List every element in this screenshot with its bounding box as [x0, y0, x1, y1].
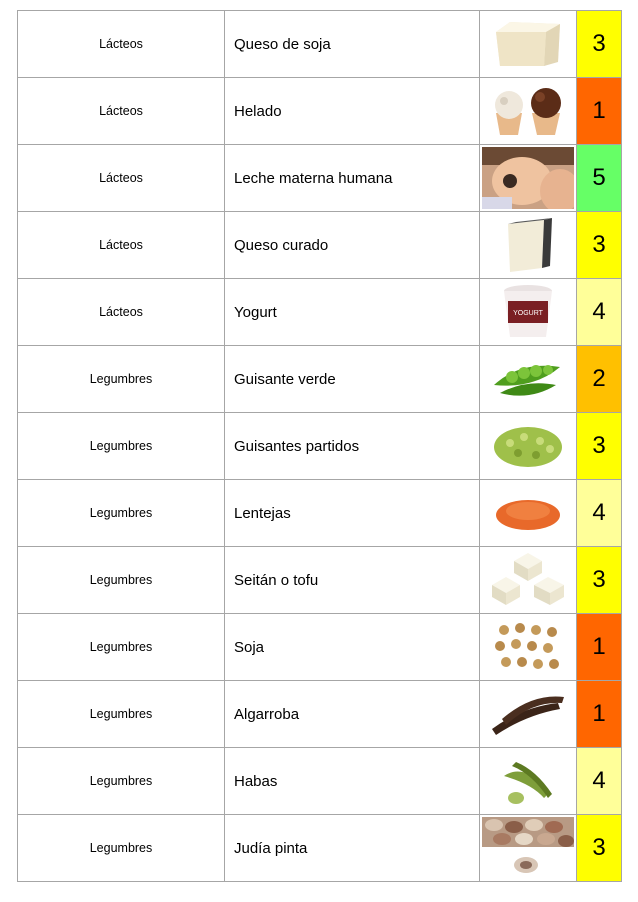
category-cell: Legumbres [18, 547, 225, 614]
food-name-cell: Soja [225, 614, 480, 681]
food-image-cell [480, 681, 577, 748]
food-score-table [17, 10, 622, 882]
score-cell: 1 [577, 681, 622, 748]
score-cell: 3 [577, 815, 622, 882]
score-cell: 3 [577, 413, 622, 480]
food-image-cell [480, 346, 577, 413]
ice-cream-icon [488, 83, 568, 139]
food-image-cell [480, 145, 577, 212]
category-cell: Legumbres [18, 681, 225, 748]
table-row [18, 279, 622, 346]
food-name-cell: Guisante verde [225, 346, 480, 413]
food-name-cell: Helado [225, 78, 480, 145]
yogurt-cup-icon [500, 283, 556, 341]
food-name-cell: Lentejas [225, 480, 480, 547]
table-row [18, 346, 622, 413]
score-cell: 3 [577, 547, 622, 614]
food-image-cell [480, 279, 577, 346]
table-row [18, 614, 622, 681]
score-cell: 4 [577, 748, 622, 815]
food-name-cell: Habas [225, 748, 480, 815]
table-row [18, 145, 622, 212]
score-cell: 1 [577, 78, 622, 145]
table-row [18, 212, 622, 279]
food-name-cell: Guisantes partidos [225, 413, 480, 480]
table-row [18, 681, 622, 748]
score-cell: 3 [577, 212, 622, 279]
soy-cheese-icon [490, 18, 566, 70]
green-pea-pod-icon [490, 355, 566, 403]
lentils-icon [493, 493, 563, 533]
food-image-cell [480, 815, 577, 882]
cured-cheese-icon [498, 216, 558, 274]
table-row [18, 11, 622, 78]
food-image-cell [480, 78, 577, 145]
carob-pods-icon [488, 689, 568, 739]
tofu-cubes-icon [488, 551, 568, 609]
category-cell: Legumbres [18, 346, 225, 413]
table-row [18, 748, 622, 815]
split-peas-icon [490, 421, 566, 471]
score-cell: 5 [577, 145, 622, 212]
food-image-cell [480, 748, 577, 815]
score-cell: 4 [577, 480, 622, 547]
broad-beans-icon [498, 754, 558, 808]
table-row [18, 815, 622, 882]
table-row [18, 413, 622, 480]
food-name-cell: Leche materna humana [225, 145, 480, 212]
food-name-cell: Seitán o tofu [225, 547, 480, 614]
score-cell: 2 [577, 346, 622, 413]
score-cell: 3 [577, 11, 622, 78]
category-cell: Lácteos [18, 212, 225, 279]
category-cell: Legumbres [18, 815, 225, 882]
food-name-cell: Judía pinta [225, 815, 480, 882]
food-image-cell [480, 212, 577, 279]
pinto-beans-icon [482, 817, 574, 879]
category-cell: Lácteos [18, 78, 225, 145]
category-cell: Legumbres [18, 614, 225, 681]
table-row [18, 480, 622, 547]
food-image-cell [480, 480, 577, 547]
food-name-cell: Algarroba [225, 681, 480, 748]
category-cell: Legumbres [18, 413, 225, 480]
svg-text:YOGURT: YOGURT [513, 310, 543, 317]
food-name-cell: Yogurt [225, 279, 480, 346]
score-cell: 1 [577, 614, 622, 681]
food-image-cell [480, 547, 577, 614]
food-name-cell: Queso curado [225, 212, 480, 279]
breastfeeding-baby-icon [482, 147, 574, 209]
food-image-cell [480, 413, 577, 480]
table-row [18, 547, 622, 614]
category-cell: Lácteos [18, 279, 225, 346]
category-cell: Lácteos [18, 11, 225, 78]
category-cell: Lácteos [18, 145, 225, 212]
food-image-cell [480, 614, 577, 681]
category-cell: Legumbres [18, 748, 225, 815]
soybeans-icon [490, 620, 566, 674]
category-cell: Legumbres [18, 480, 225, 547]
score-cell: 4 [577, 279, 622, 346]
food-name-cell: Queso de soja [225, 11, 480, 78]
food-image-cell [480, 11, 577, 78]
table-row [18, 78, 622, 145]
